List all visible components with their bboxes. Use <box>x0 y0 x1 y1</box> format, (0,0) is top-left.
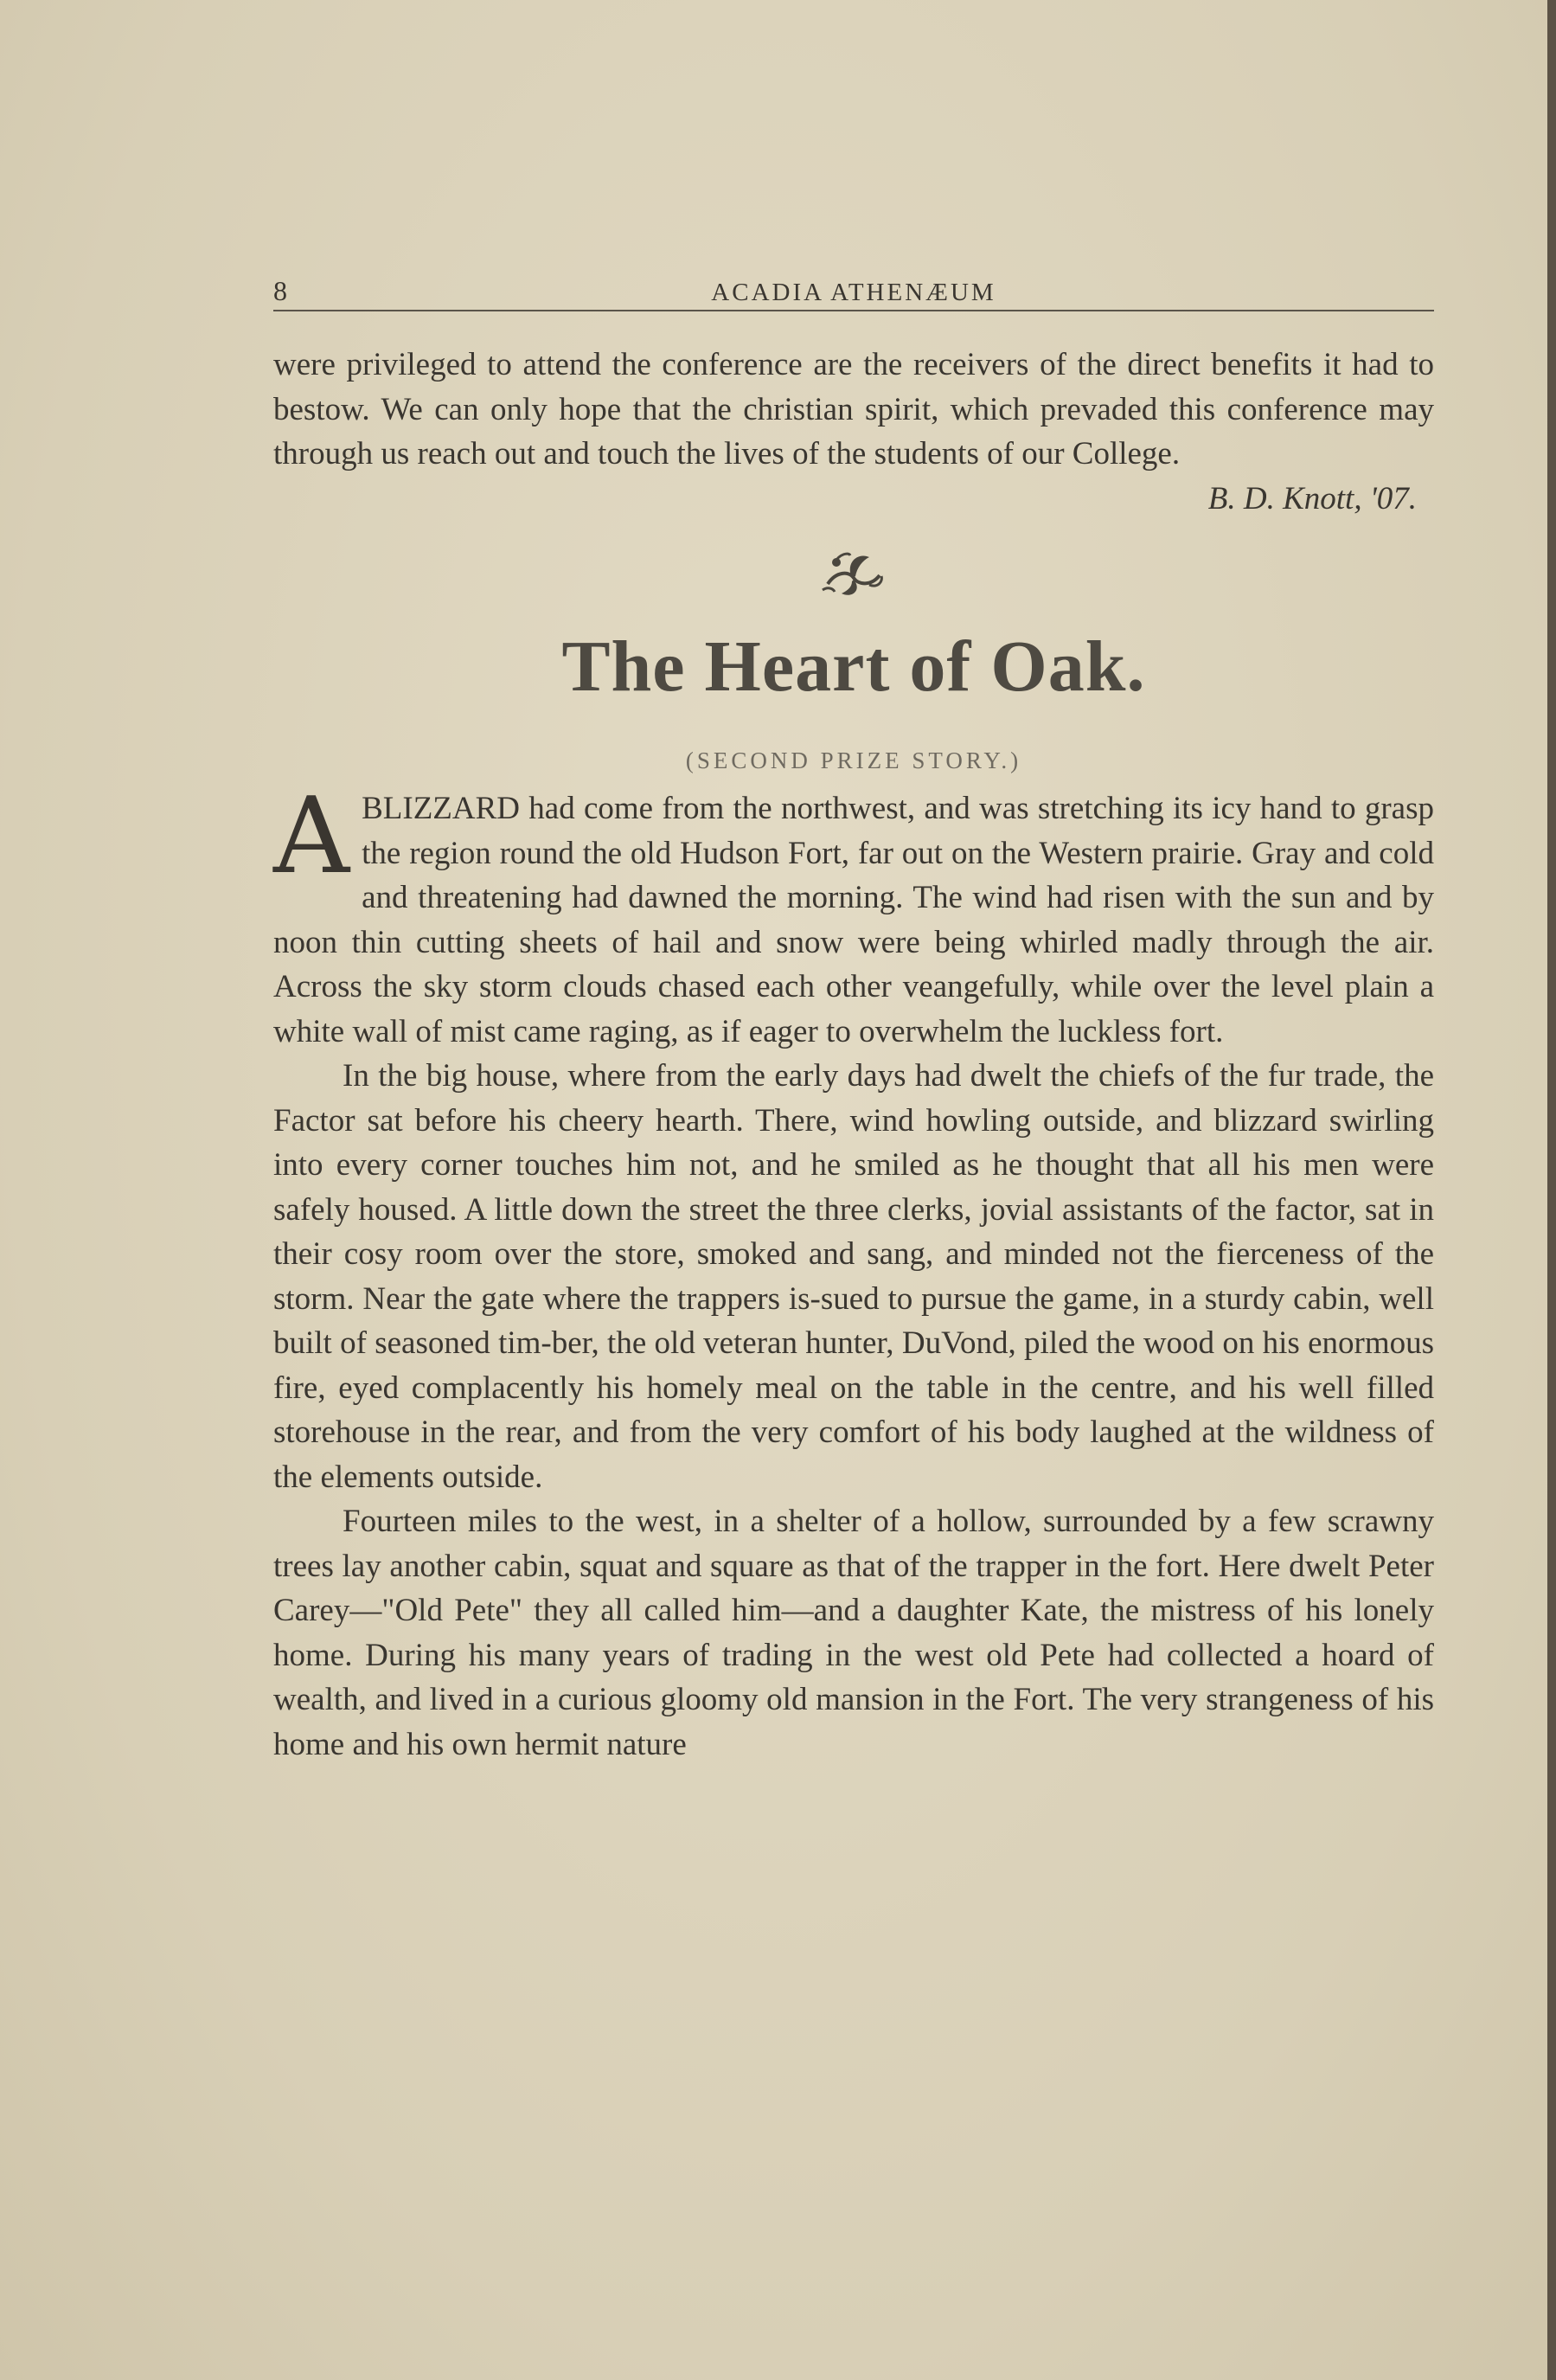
story-subtitle: (SECOND PRIZE STORY.) <box>685 747 1022 773</box>
floral-ornament-icon <box>810 536 897 606</box>
section-ornament <box>273 521 1434 616</box>
journal-title: ACADIA ATHENÆUM <box>711 279 996 306</box>
story-paragraph-1 <box>273 774 1434 1054</box>
running-header <box>273 268 1434 311</box>
page-number: 8 <box>273 275 287 306</box>
drop-cap-letter: A <box>273 774 350 897</box>
previous-article-closing-paragraph: were privileged to attend the conference are the receivers of the direct benefits it had to bestow. We can only hope that the christian spirit, which prevaded this conference may through us reach out and touch the lives of the students of our College. <box>273 347 1434 472</box>
story-paragraph-3: Fourteen miles to the west, in a shelter of a hollow, surrounded by a few scrawny trees lay another cabin, squat and square as that of the trapper in the fort. Here dwelt Peter Carey—"Old Pete" they all called him—and a daughter Kate, the mistress of his lonely home. During his many years of trading in the west old Pete had collected a hoard of wealth, and lived in a curious gloomy old mansion in the Fort. The very strangeness of his home and his own hermit nature <box>273 1504 1434 1762</box>
page-content <box>273 268 1434 1767</box>
author-signature: B. D. Knott, '07. <box>1207 480 1417 516</box>
page-edge-shadow <box>1547 0 1556 2380</box>
story-title: The Heart of Oak. <box>561 626 1146 707</box>
story-paragraph-1-text: BLIZZARD had come from the northwest, and was stretching its icy hand to grasp the region round the old Hudson Fort, far out on the Western prairie. Gray and cold and threatening had dawned the morning. The wind had risen with the sun and by noon thin cutting sheets of hail and snow were being whirled madly through the air. Across the sky storm clouds chased each other veangefully, while over the level plain a white wall of mist came raging, as if eager to overwhelm the luckless fort. <box>273 791 1434 1049</box>
story-paragraph-2: In the big house, where from the early days had dwelt the chiefs of the fur trade, the Factor sat before his cheery hearth. There, wind howling outside, and blizzard swirling into every corner touches him not, and he smiled as he thought that all his men were safely housed. A little down the street the three clerks, jovial assistants of the factor, sat in their cosy room over the store, smoked and sang, and minded not the fierceness of the storm. Near the gate where the trappers is-sued to pursue the game, in a sturdy cabin, well built of seasoned tim-ber, the old veteran hunter, DuVond, piled the wood on his enormous fire, eyed complacently his homely meal on the table in the centre, and his well filled storehouse in the rear, and from the very comfort of his body laughed at the wildness of the elements outside. <box>273 1058 1434 1495</box>
